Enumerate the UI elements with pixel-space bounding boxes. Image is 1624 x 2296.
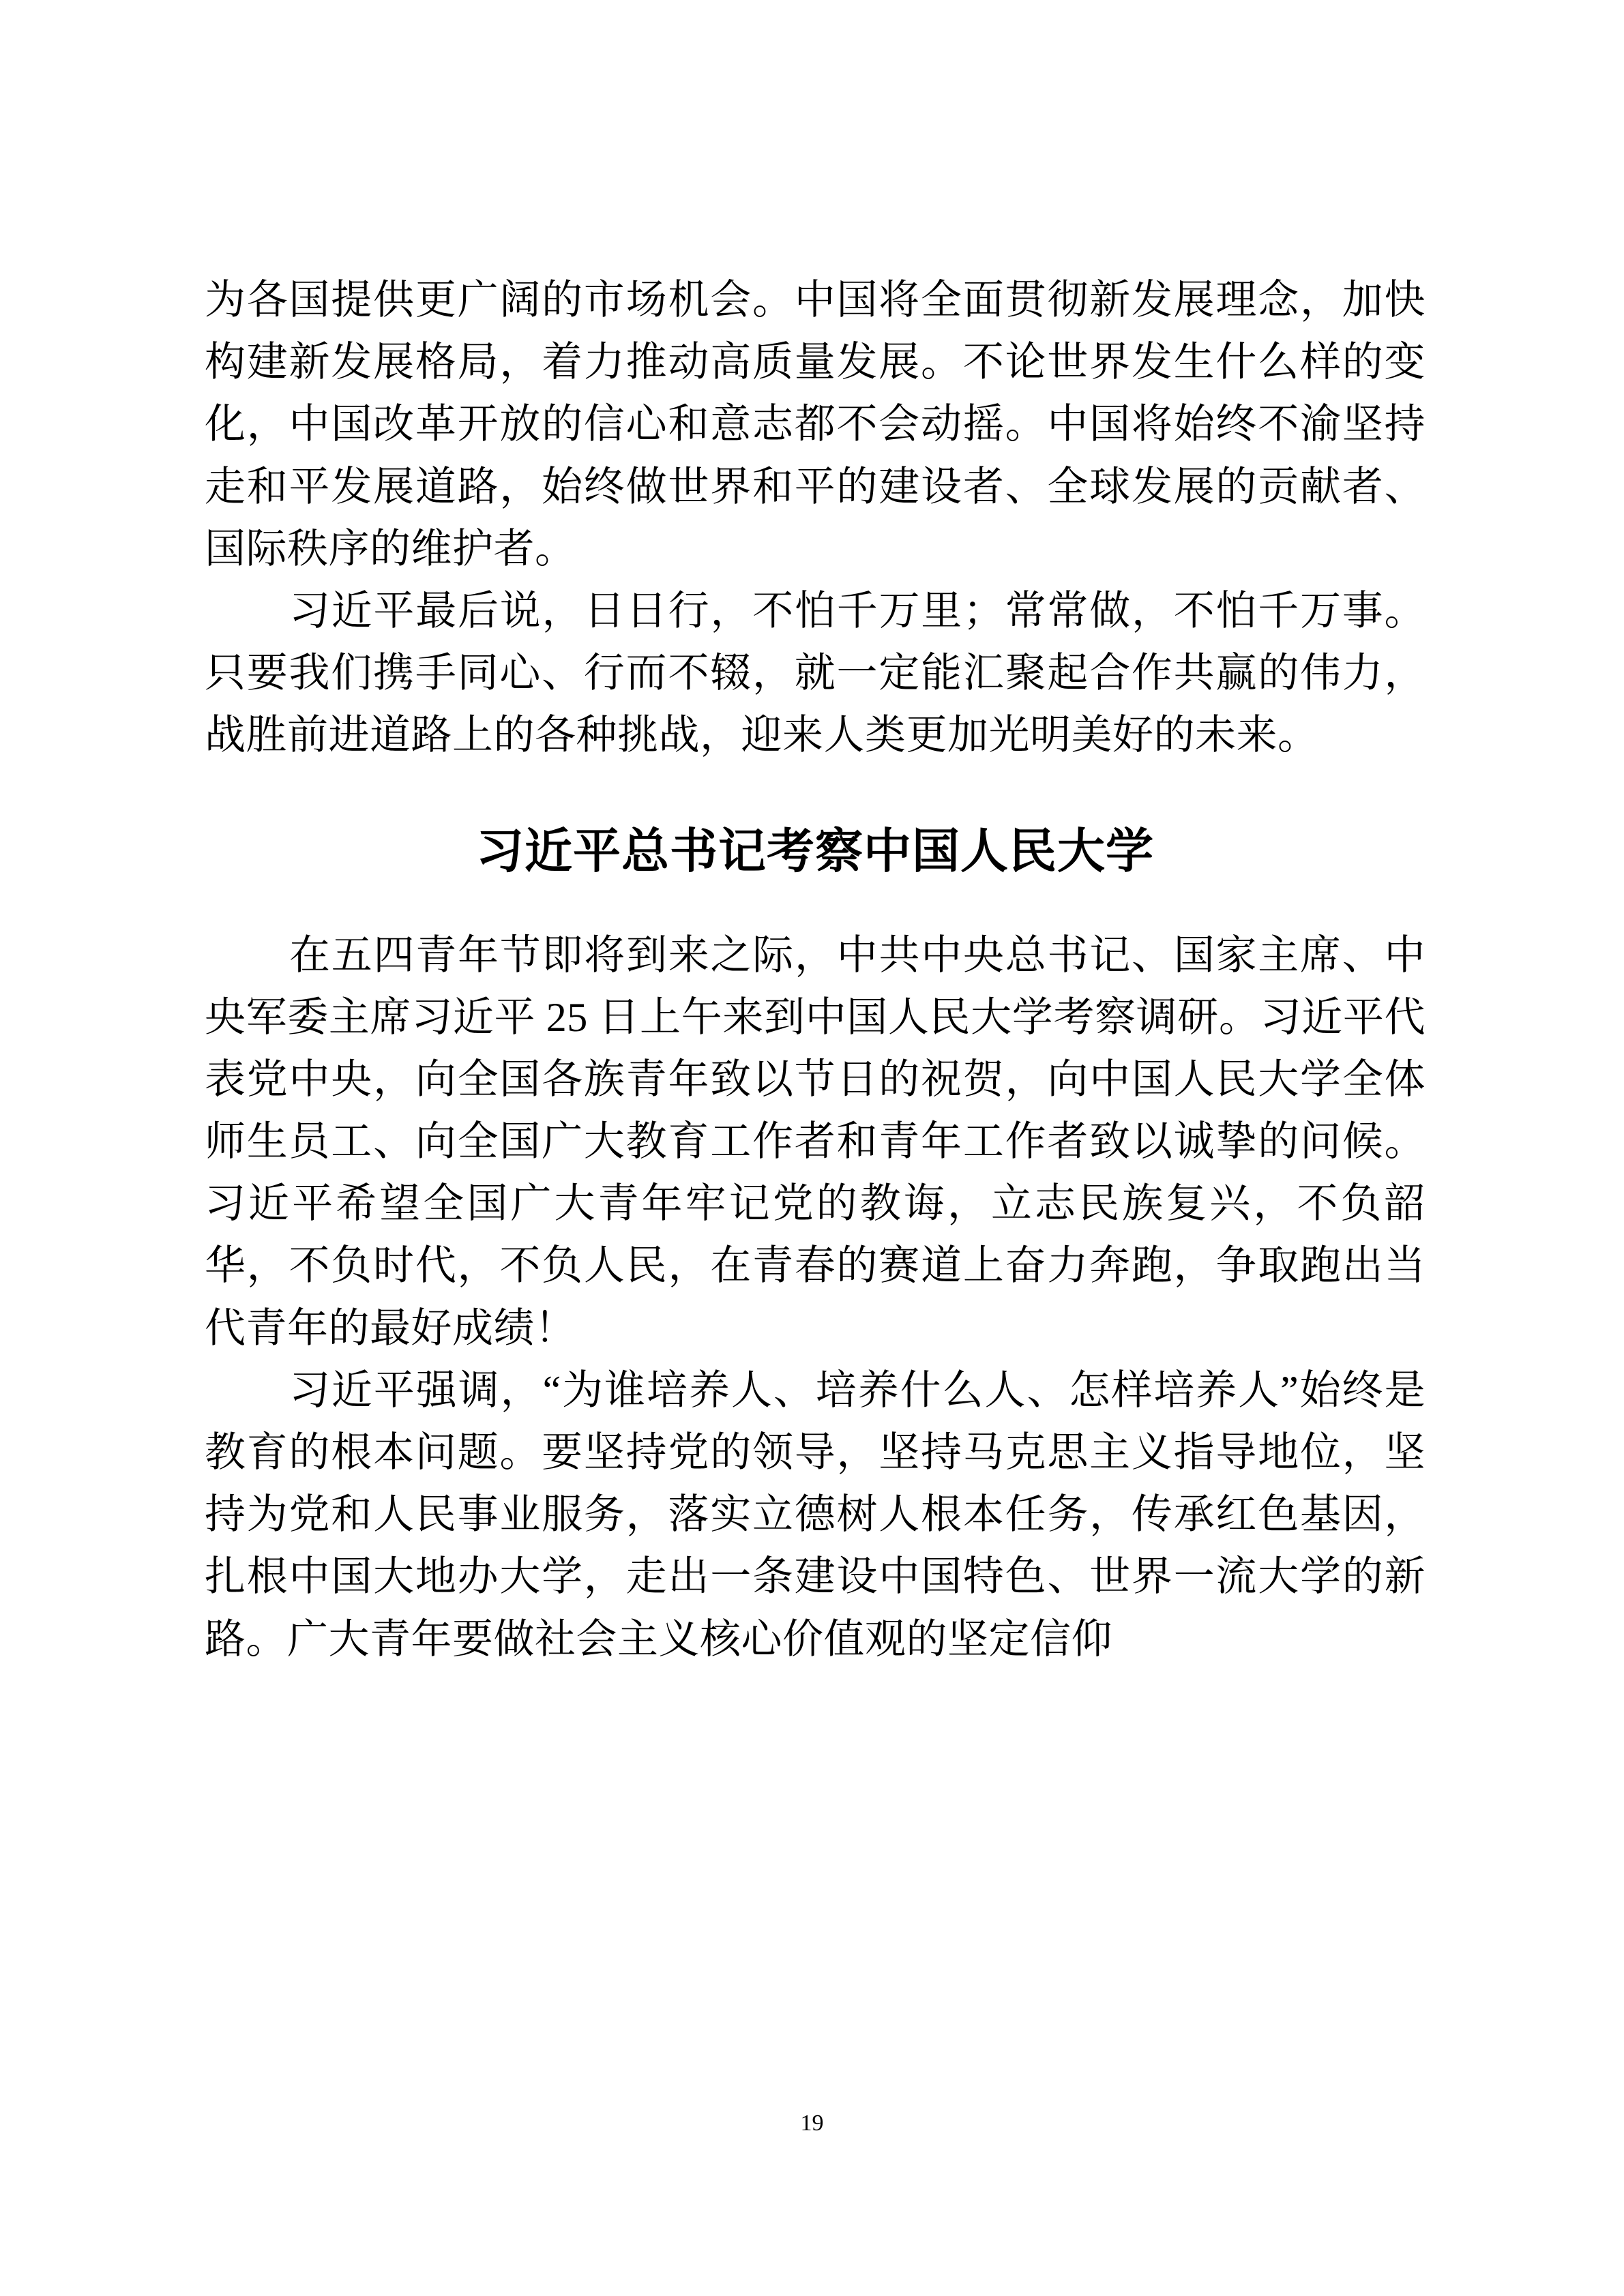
article-paragraph-1: 在五四青年节即将到来之际，中共中央总书记、国家主席、中央军委主席习近平 25 日上午来到中国人民大学考察调研。习近平代表党中央，向全国各族青年致以节日的祝贺，向中国人民大学全体师生员工、向全国广大教育工作者和青年工作者致以诚挚的问候。习近平希望全国广大青年牢记党的教诲，立志民族复兴，不负韶华，不负时代，不负人民，在青春的赛道上奋力奔跑，争取跑出当代青年的最好成绩！ — [205, 932, 1426, 1351]
paragraph-continued: 为各国提供更广阔的市场机会。中国将全面贯彻新发展理念，加快构建新发展格局，着力推动高质量发展。不论世界发生什么样的变化，中国改革开放的信心和意志都不会动摇。中国将始终不渝坚持走和平发展道路，始终做世界和平的建设者、全球发展的贡献者、国际秩序的维护者。 — [205, 278, 1426, 571]
article-title: 习近平总书记考察中国人民大学 — [476, 824, 1154, 878]
page-content — [205, 269, 1426, 1671]
page-number: 19 — [800, 2111, 824, 2136]
article-paragraph-2: 习近平强调，“为谁培养人、培养什么人、怎样培养人”始终是教育的根本问题。要坚持党的领导，坚持马克思主义指导地位，坚持为党和人民事业服务，落实立德树人根本任务，传承红色基因，扎根中国大地办大学，走出一条建设中国特色、世界一流大学的新路。广大青年要做社会主义核心价值观的坚定信仰 — [205, 1367, 1426, 1662]
paragraph-closing: 习近平最后说，日日行，不怕千万里；常常做，不怕千万事。只要我们携手同心、行而不辍，就一定能汇聚起合作共赢的伟力，战胜前进道路上的各种挑战，迎来人类更加光明美好的未来。 — [205, 588, 1426, 758]
